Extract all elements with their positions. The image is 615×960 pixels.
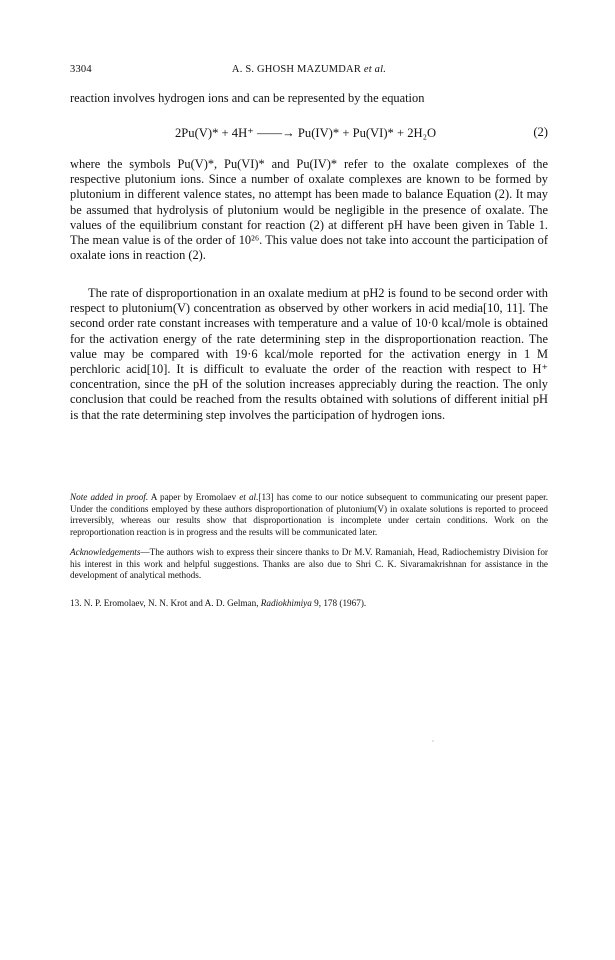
running-title xyxy=(70,64,548,75)
acknowledgements-body: —The authors wish to express their sincere thanks to Dr M.V. Ramaniah, Head, Radiochemistry Division for his interest in this work and helpful suggestions. Thanks are also due to Shri C. K. Sivaramakrishnan for assistance in the development of analytical methods. xyxy=(70,547,548,581)
scan-speck xyxy=(432,740,434,742)
running-title-suffix: et al. xyxy=(363,64,387,75)
paragraph-symbols: where the symbols Pu(V)*, Pu(VI)* and Pu(IV)* refer to the oxalate complexes of the respective plutonium ions. Since a number of oxalate complexes are known to be formed by plutonium in different valence states, no attempt has been made to balance Equation (2). It may be assumed that hydrolysis of plutonium would be negligible in the presence of oxalate. The values of the equilibrium constant for reaction (2) at different pH have been given in Table 1. The mean value is of the order of 10²⁶. This value does not take into account the participation of oxalate ions in reaction (2). xyxy=(70,157,548,263)
paragraph-disproportionation-rate: The rate of disproportionation in an oxalate medium at pH2 is found to be second order with respect to plutonium(V) concentration as observed by other workers in acid media[10, 11]. The second order rate constant increases with temperature and a value of 10·0 kcal/mole is obtained for the activation energy of the rate determining step in the disproportionation reaction. The value may be compared with 19·6 kcal/mole reported for the activation energy in 1 M perchloric acid[10]. It is difficult to evaluate the order of the reaction with respect to H⁺ concentration, since the pH of the solution increases appreciably during the reaction. The only conclusion that could be reached from the results obtained with solutions of different initial pH is that the rate determining step involves the participation of hydrogen ions. xyxy=(70,286,548,422)
equation-number: (2) xyxy=(533,125,548,139)
reference-text: 13. N. P. Eromolaev, N. N. Krot and A. D. Gelman, xyxy=(70,598,261,608)
reference-details: 9, 178 (1967). xyxy=(311,598,367,608)
running-title-authors: A. S. GHOSH MAZUMDAR xyxy=(231,64,362,75)
note-added-in-proof xyxy=(70,492,548,538)
equation-2 xyxy=(70,125,548,141)
page-number: 3304 xyxy=(70,64,92,75)
note-body-1: A paper by Eromolaev xyxy=(148,492,240,502)
note-etal: et al. xyxy=(239,492,259,502)
reference-journal: Radiokhimiya xyxy=(260,598,312,608)
acknowledgements-lead: Acknowledgements xyxy=(70,547,141,557)
reference-13 xyxy=(70,598,548,610)
note-body-2: [13] has come to our notice subsequent to communicating our present paper. Under the conditions employed by these authors disproportionation of plutonium(V) in oxalate solutions is reported to proceed irreversibly, whereas our results show that disproportionation is incomplete under certain conditions. Work on the reproportionation reaction is in progress and the results will be communicated later. xyxy=(70,492,548,537)
intro-line: reaction involves hydrogen ions and can be represented by the equation xyxy=(70,91,425,105)
note-lead: Note added in proof. xyxy=(70,492,149,502)
running-header xyxy=(70,64,548,80)
equation-text: 2Pu(V)* + 4H⁺ ——→ Pu(IV)* + Pu(VI)* + 2H₂O xyxy=(175,126,437,140)
acknowledgements xyxy=(70,547,548,582)
